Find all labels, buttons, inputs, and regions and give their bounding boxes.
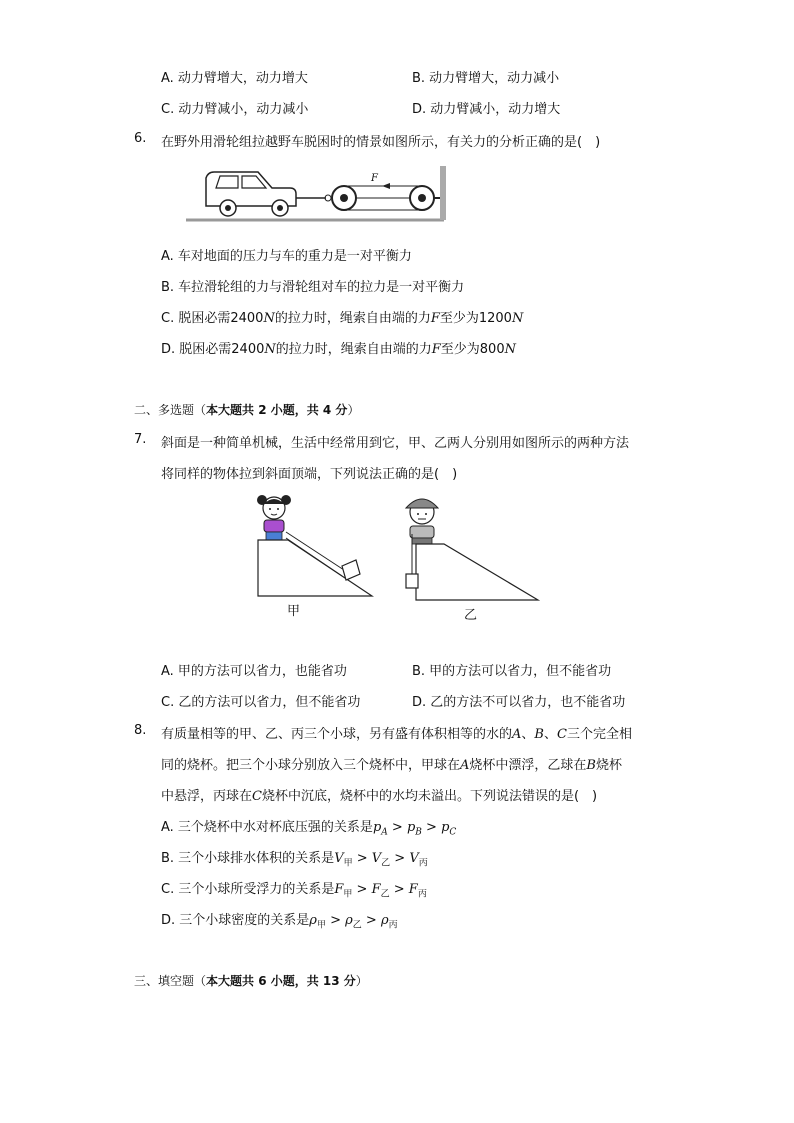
- q6-stem: 在野外用滑轮组拉越野车脱困时的情景如图所示，有关力的分析正确的是( ): [161, 135, 601, 150]
- q6-option-c: C. 脱困必需2400N的拉力时，绳索自由端的力F至少为1200N: [161, 311, 524, 326]
- section-3-heading: 三、填空题（本大题共 6 小题，共 13 分）: [134, 974, 368, 988]
- q7-figure-label-jia: 甲: [287, 604, 301, 619]
- q5-option-d: D. 动力臂减小，动力增大: [412, 102, 561, 117]
- q6-figure-car-pulley: [186, 164, 448, 222]
- q8-number: 8.: [134, 723, 147, 738]
- q7-stem-line1: 斜面是一种简单机械，生活中经常用到它，甲、乙两人分别用如图所示的两种方法: [161, 436, 630, 451]
- q7-option-d: D. 乙的方法不可以省力，也不能省功: [412, 695, 626, 710]
- q6-option-d: D. 脱困必需2400N的拉力时，绳索自由端的力F至少为800N: [161, 342, 516, 357]
- q7-figure-incline-jia: [252, 488, 378, 600]
- q5-option-c: C. 动力臂减小，动力减小: [161, 102, 309, 117]
- q8-option-c: C. 三个小球所受浮力的关系是$F_甲 > F_乙 > F_丙$: [161, 882, 427, 900]
- q7-number: 7.: [134, 432, 147, 447]
- q6-option-b: B. 车拉滑轮组的力与滑轮组对车的拉力是一对平衡力: [161, 280, 465, 295]
- q8-stem-line3: 中悬浮，丙球在C烧杯中沉底，烧杯中的水均未溢出。下列说法错误的是( ): [161, 789, 598, 804]
- q7-option-c: C. 乙的方法可以省力，但不能省功: [161, 695, 361, 710]
- q6-option-a: A. 车对地面的压力与车的重力是一对平衡力: [161, 249, 412, 264]
- section-2-heading: 二、多选题（本大题共 2 小题，共 4 分）: [134, 403, 360, 417]
- q8-option-d: D. 三个小球密度的关系是$\rho_甲 > \rho_乙 > \rho_丙$: [161, 913, 398, 931]
- q8-option-a: A. 三个烧杯中水对杯底压强的关系是$p_A > p_B > p_C$: [161, 820, 457, 838]
- q7-option-a: A. 甲的方法可以省力，也能省功: [161, 664, 347, 679]
- q7-stem-line2: 将同样的物体拉到斜面顶端，下列说法正确的是( ): [161, 467, 458, 482]
- q6-number: 6.: [134, 131, 147, 146]
- q6-force-label: F: [371, 173, 378, 184]
- q8-stem-line1: 有质量相等的甲、乙、丙三个小球，另有盛有体积相等的水的A、B、C三个完全相: [161, 727, 632, 742]
- q5-option-b: B. 动力臂增大，动力减小: [412, 71, 560, 86]
- q7-figure-label-yi: 乙: [464, 608, 478, 623]
- q7-figure-incline-yi: [396, 490, 544, 606]
- q8-option-b: B. 三个小球排水体积的关系是$V_甲 > V_乙 > V_丙$: [161, 851, 428, 869]
- q5-option-a: A. 动力臂增大，动力增大: [161, 71, 308, 86]
- q8-stem-line2: 同的烧杯。把三个小球分别放入三个烧杯中，甲球在A烧杯中漂浮，乙球在B烧杯: [161, 758, 622, 773]
- q7-option-b: B. 甲的方法可以省力，但不能省功: [412, 664, 612, 679]
